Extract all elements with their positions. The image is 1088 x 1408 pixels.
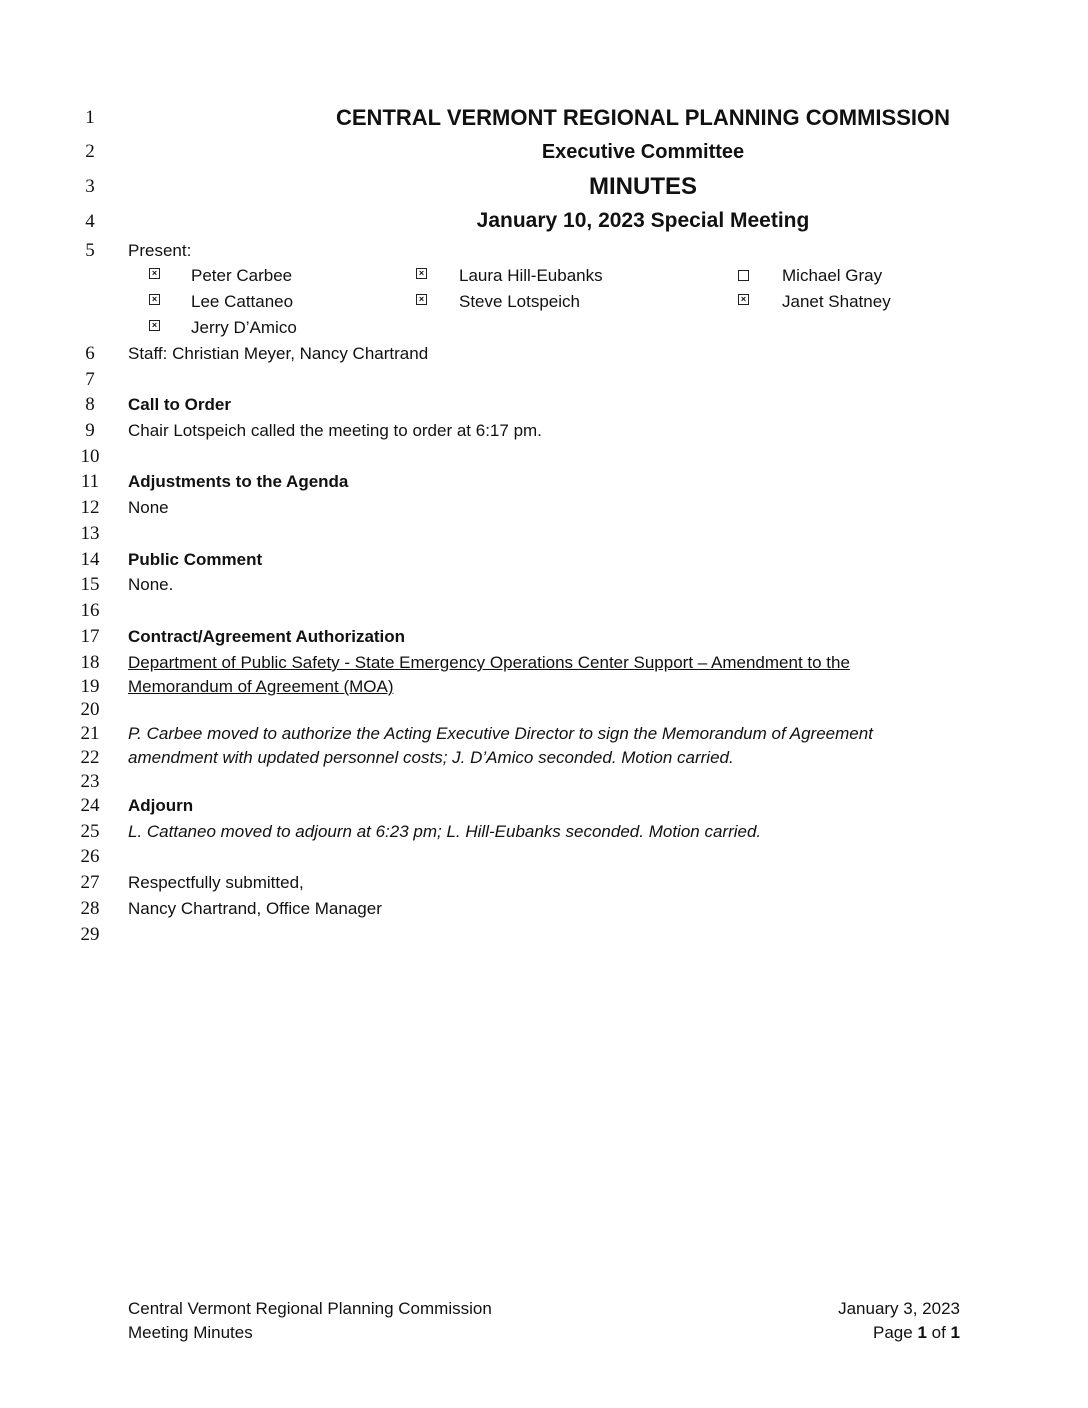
line-number: 6 xyxy=(85,343,95,364)
line-number: 26 xyxy=(80,846,100,867)
footer-page-number: Page 1 of 1 xyxy=(873,1323,960,1342)
line-number: 27 xyxy=(80,872,100,893)
line-number: 22 xyxy=(80,747,100,768)
public-comment-heading: Public Comment xyxy=(128,550,263,569)
line-number: 7 xyxy=(85,369,95,390)
checkbox-checked-icon xyxy=(416,268,427,279)
committee-title: Executive Committee xyxy=(541,141,745,163)
line-number: 21 xyxy=(80,723,100,744)
checkbox-checked-icon xyxy=(738,294,749,305)
adjustments-heading: Adjustments to the Agenda xyxy=(128,472,349,491)
contract-item-line1: Department of Public Safety - State Emergency Operations Center Support – Amendment to the xyxy=(128,653,850,672)
line-number: 14 xyxy=(80,549,100,570)
line-number: 3 xyxy=(85,176,95,197)
meeting-title: January 10, 2023 Special Meeting xyxy=(476,209,810,232)
checkbox-unchecked-icon xyxy=(738,270,749,281)
member-name: Laura Hill-Eubanks xyxy=(459,266,603,285)
line-number: 18 xyxy=(80,652,100,673)
checkbox-checked-icon xyxy=(149,268,160,279)
signoff-line1: Respectfully submitted, xyxy=(128,873,304,892)
footer-doc: Meeting Minutes xyxy=(128,1323,253,1342)
line-number: 1 xyxy=(85,107,95,128)
adjourn-heading: Adjourn xyxy=(128,796,194,815)
call-to-order-text: Chair Lotspeich called the meeting to order at 6:17 pm. xyxy=(128,421,542,440)
line-number: 5 xyxy=(85,240,95,261)
line-number: 2 xyxy=(85,141,95,162)
call-to-order-heading: Call to Order xyxy=(128,395,231,414)
public-comment-text: None. xyxy=(128,575,174,594)
line-number: 12 xyxy=(80,497,100,518)
member-name: Peter Carbee xyxy=(191,266,293,285)
adjourn-text: L. Cattaneo moved to adjourn at 6:23 pm; L. Hill-Eubanks seconded. Motion carried. xyxy=(128,822,762,841)
signoff-line2: Nancy Chartrand, Office Manager xyxy=(128,899,382,918)
member-name: Jerry D’Amico xyxy=(191,318,297,337)
line-number: 17 xyxy=(80,626,100,647)
line-number: 20 xyxy=(80,699,100,720)
line-number: 23 xyxy=(80,771,100,792)
member-name: Steve Lotspeich xyxy=(459,292,580,311)
present-label: Present: xyxy=(128,241,192,260)
contract-motion-line1: P. Carbee moved to authorize the Acting Executive Director to sign the Memorandum of Agreement xyxy=(128,724,873,743)
org-title: CENTRAL VERMONT REGIONAL PLANNING COMMISSION xyxy=(336,105,950,130)
contract-item-line2: Memorandum of Agreement (MOA) xyxy=(128,677,394,696)
line-number: 10 xyxy=(80,446,100,467)
checkbox-checked-icon xyxy=(149,320,160,331)
member-name: Lee Cattaneo xyxy=(191,292,294,311)
member-name: Michael Gray xyxy=(782,266,883,285)
line-number: 25 xyxy=(80,821,100,842)
line-number: 28 xyxy=(80,898,100,919)
line-number: 16 xyxy=(80,600,100,621)
doc-type-title: MINUTES xyxy=(589,173,697,200)
member-name: Janet Shatney xyxy=(782,292,891,311)
line-number: 13 xyxy=(80,523,100,544)
staff-line: Staff: Christian Meyer, Nancy Chartrand xyxy=(128,344,429,363)
line-number: 29 xyxy=(80,924,100,945)
checkbox-checked-icon xyxy=(416,294,427,305)
line-number: 8 xyxy=(85,394,95,415)
checkbox-checked-icon xyxy=(149,294,160,305)
line-number: 9 xyxy=(85,420,95,441)
line-number: 11 xyxy=(80,471,100,492)
footer-date: January 3, 2023 xyxy=(838,1299,960,1318)
line-number: 15 xyxy=(80,574,100,595)
line-number: 4 xyxy=(85,211,95,232)
line-number: 24 xyxy=(80,795,100,816)
line-number: 19 xyxy=(80,676,100,697)
contract-motion-line2: amendment with updated personnel costs; J. D’Amico seconded. Motion carried. xyxy=(128,748,734,767)
footer-org: Central Vermont Regional Planning Commission xyxy=(128,1299,492,1318)
contract-heading: Contract/Agreement Authorization xyxy=(128,627,406,646)
adjustments-text: None xyxy=(128,498,169,517)
